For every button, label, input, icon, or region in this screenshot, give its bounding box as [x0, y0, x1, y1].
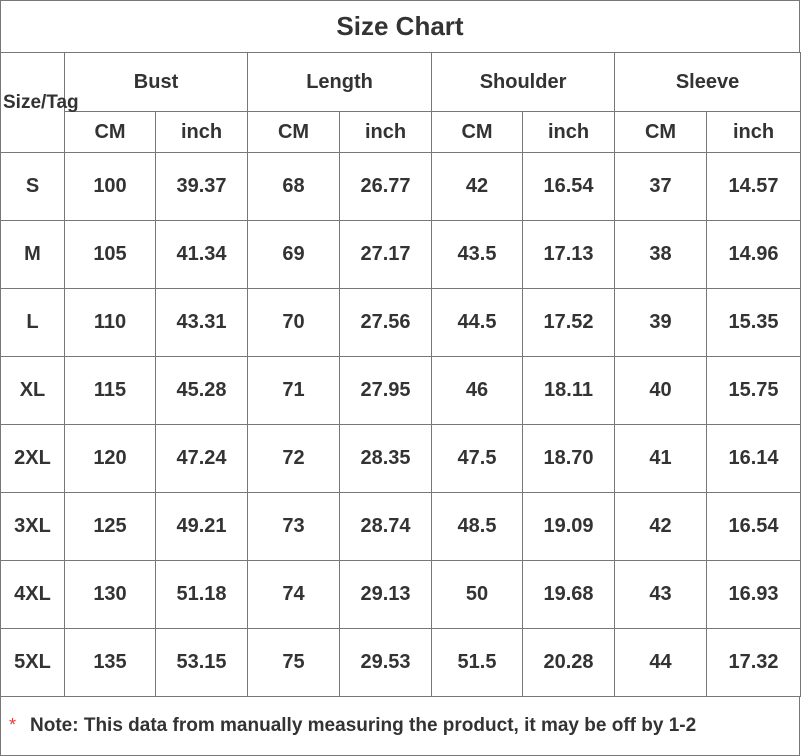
measurement-cell: 18.11 — [523, 357, 615, 425]
size-label: 2XL — [1, 425, 65, 493]
measurement-cell: 14.57 — [707, 153, 801, 221]
note-asterisk: * — [9, 715, 17, 735]
measurement-cell: 28.74 — [340, 493, 432, 561]
measurement-cell: 51.5 — [432, 629, 523, 697]
measurement-cell: 45.28 — [156, 357, 248, 425]
measurement-cell: 42 — [615, 493, 707, 561]
measurement-cell: 115 — [65, 357, 156, 425]
measurement-cell: 16.54 — [523, 153, 615, 221]
measurement-cell: 48.5 — [432, 493, 523, 561]
measurement-cell: 41.34 — [156, 221, 248, 289]
measurement-cell: 16.93 — [707, 561, 801, 629]
measurement-cell: 15.75 — [707, 357, 801, 425]
measurement-cell: 49.21 — [156, 493, 248, 561]
measurement-cell: 16.54 — [707, 493, 801, 561]
measurement-cell: 50 — [432, 561, 523, 629]
measurement-cell: 14.96 — [707, 221, 801, 289]
measurement-cell: 28.35 — [340, 425, 432, 493]
header-row-units — [1, 112, 801, 153]
table-row — [1, 493, 801, 561]
header-row-groups — [1, 53, 801, 112]
measurement-cell: 47.5 — [432, 425, 523, 493]
measurement-cell: 26.77 — [340, 153, 432, 221]
measurement-cell: 110 — [65, 289, 156, 357]
size-label: 5XL — [1, 629, 65, 697]
size-label: 3XL — [1, 493, 65, 561]
measurement-cell: 29.53 — [340, 629, 432, 697]
measurement-cell: 39 — [615, 289, 707, 357]
measurement-cell: 41 — [615, 425, 707, 493]
measurement-cell: 125 — [65, 493, 156, 561]
measurement-cell: 73 — [248, 493, 340, 561]
measurement-cell: 29.13 — [340, 561, 432, 629]
measurement-cell: 27.56 — [340, 289, 432, 357]
measurement-cell: 70 — [248, 289, 340, 357]
measurement-cell: 38 — [615, 221, 707, 289]
measurement-cell: 100 — [65, 153, 156, 221]
table-row — [1, 153, 801, 221]
measurement-cell: 17.13 — [523, 221, 615, 289]
measurement-cell: 47.24 — [156, 425, 248, 493]
group-header-sleeve: Sleeve — [615, 53, 801, 112]
unit-header-inch: inch — [340, 112, 432, 153]
measurement-cell: 43.5 — [432, 221, 523, 289]
unit-header-cm: CM — [248, 112, 340, 153]
measurement-cell: 20.28 — [523, 629, 615, 697]
measurement-cell: 71 — [248, 357, 340, 425]
measurement-cell: 19.68 — [523, 561, 615, 629]
measurement-cell: 68 — [248, 153, 340, 221]
measurement-cell: 135 — [65, 629, 156, 697]
size-label: S — [1, 153, 65, 221]
unit-header-cm: CM — [432, 112, 523, 153]
table-row — [1, 289, 801, 357]
measurement-cell: 44.5 — [432, 289, 523, 357]
measurement-cell: 51.18 — [156, 561, 248, 629]
group-header-shoulder: Shoulder — [432, 53, 615, 112]
measurement-cell: 17.52 — [523, 289, 615, 357]
unit-header-inch: inch — [523, 112, 615, 153]
measurement-cell: 27.17 — [340, 221, 432, 289]
table-row — [1, 357, 801, 425]
unit-header-inch: inch — [156, 112, 248, 153]
measurement-cell: 74 — [248, 561, 340, 629]
size-label: XL — [1, 357, 65, 425]
unit-header-cm: CM — [615, 112, 707, 153]
measurement-cell: 69 — [248, 221, 340, 289]
table-row — [1, 425, 801, 493]
measurement-cell: 27.95 — [340, 357, 432, 425]
table-row — [1, 221, 801, 289]
chart-title: Size Chart — [0, 0, 800, 52]
measurement-cell: 46 — [432, 357, 523, 425]
measurement-cell: 15.35 — [707, 289, 801, 357]
measurement-cell: 75 — [248, 629, 340, 697]
measurement-cell: 42 — [432, 153, 523, 221]
unit-header-inch: inch — [707, 112, 801, 153]
measurement-cell: 44 — [615, 629, 707, 697]
note-text: Note: This data from manually measuring the product, it may be off by 1-2 — [30, 714, 697, 736]
size-table — [0, 52, 801, 697]
measurement-cell: 17.32 — [707, 629, 801, 697]
measurement-cell: 40 — [615, 357, 707, 425]
unit-header-cm: CM — [65, 112, 156, 153]
measurement-cell: 19.09 — [523, 493, 615, 561]
measurement-cell: 105 — [65, 221, 156, 289]
table-row — [1, 629, 801, 697]
measurement-cell: 43.31 — [156, 289, 248, 357]
group-header-bust: Bust — [65, 53, 248, 112]
measurement-cell: 37 — [615, 153, 707, 221]
measurement-cell: 43 — [615, 561, 707, 629]
table-row — [1, 561, 801, 629]
measurement-cell: 16.14 — [707, 425, 801, 493]
measurement-cell: 18.70 — [523, 425, 615, 493]
group-header-length: Length — [248, 53, 432, 112]
size-label: M — [1, 221, 65, 289]
measurement-cell: 72 — [248, 425, 340, 493]
size-column-header: Size/Tag — [1, 53, 65, 153]
measurement-cell: 39.37 — [156, 153, 248, 221]
size-label: 4XL — [1, 561, 65, 629]
measurement-cell: 53.15 — [156, 629, 248, 697]
measurement-cell: 120 — [65, 425, 156, 493]
measurement-cell: 130 — [65, 561, 156, 629]
size-label: L — [1, 289, 65, 357]
measurement-note — [0, 696, 800, 756]
